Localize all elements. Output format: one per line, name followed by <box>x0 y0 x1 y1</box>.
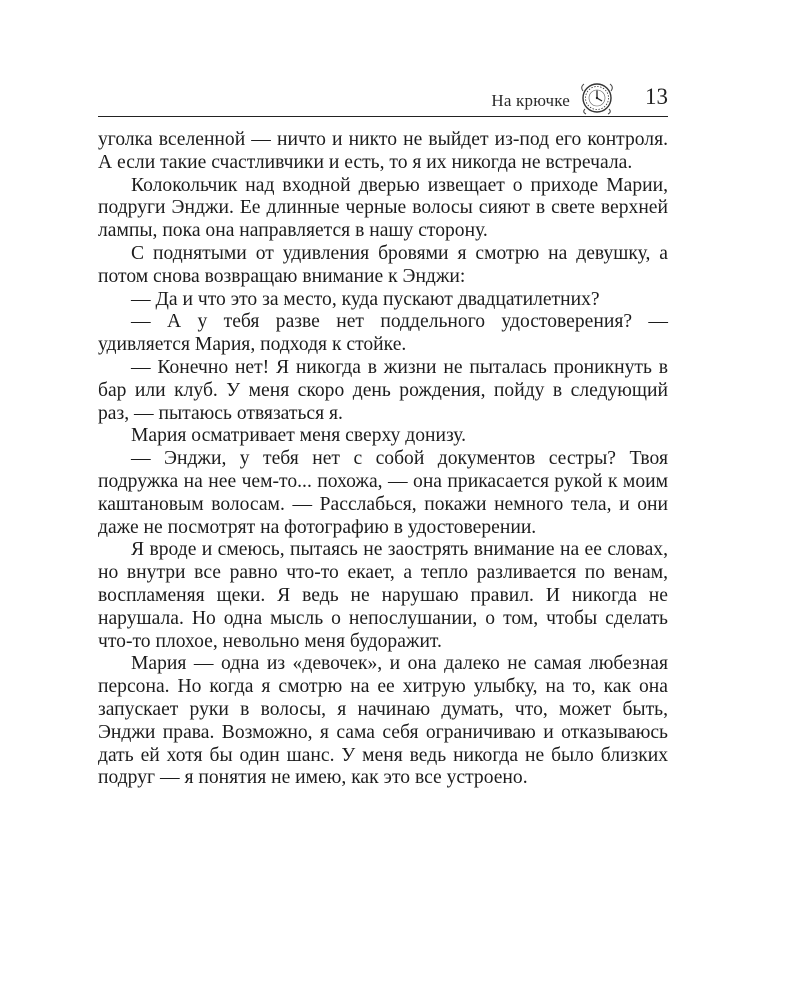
page-number: 13 <box>645 84 668 109</box>
paragraph: Колокольчик над входной дверью извещает о приходе Марии, подруги Энджи. Ее длинные черные волосы сияют в свете верхней лампы, пока она направляется в нашу сторону. <box>98 174 668 242</box>
paragraph: — А у тебя разве нет поддельного удостоверения? — удивляется Мария, подходя к стойке. <box>98 311 668 356</box>
clock-icon <box>578 81 616 115</box>
paragraph: — Конечно нет! Я никогда в жизни не пыталась проникнуть в бар или клуб. У меня скоро день рождения, пойду в следующий раз, — пытаюсь отвязаться я. <box>98 356 668 424</box>
running-title: На крючке <box>491 91 570 110</box>
paragraph: — Энджи, у тебя нет с собой документов сестры? Твоя подружка на нее чем-то... похожа, — она прикасается рукой к моим каштановым волосам. — Расслабься, покажи немного тела, и они даже не посмотрят на фотографию в удостоверении. <box>98 448 668 538</box>
paragraph: Я вроде и смеюсь, пытаясь не заострять внимание на ее словах, но внутри все равно что-то екает, а тепло разливается по венам, воспламеняя щеки. Я ведь не нарушаю правил. И никогда не нарушала. Но одна мысль о непослушании, о том, чтобы сделать что-то плохое, невольно меня будоражит. <box>98 539 668 652</box>
paragraph: Мария — одна из «девочек», и она далеко не самая любезная персона. Но когда я смотрю на ее хитрую улыбку, на то, как она запускает руки в волосы, я начинаю думать, что, может быть, Энджи права. Возможно, я сама себя ограничиваю и отказываюсь дать ей хотя бы один шанс. У меня ведь никогда не было близких подруг — я понятия не имею, как это все устроено. <box>98 653 668 789</box>
paragraph: С поднятыми от удивления бровями я смотрю на девушку, а потом снова возвращаю внимание к Энджи: <box>98 242 668 287</box>
page-header <box>98 80 668 117</box>
body-text <box>98 129 668 790</box>
paragraph: уголка вселенной — ничто и никто не выйдет из-под его контроля. А если такие счастливчики и есть, то я их никогда не встречала. <box>98 129 668 173</box>
paragraph: — Да и что это за место, куда пускают двадцатилетних? <box>131 288 600 310</box>
paragraph: Мария осматривает меня сверху донизу. <box>131 425 467 447</box>
